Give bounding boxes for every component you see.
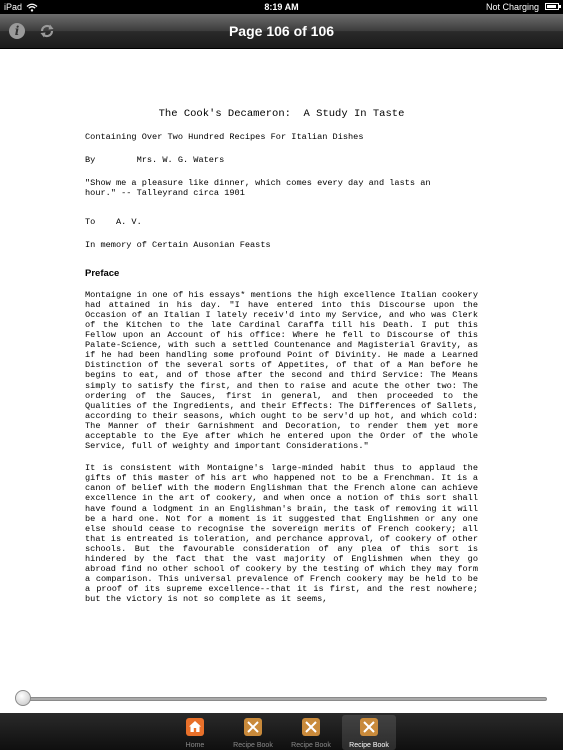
dedication-to: To A. V. — [85, 217, 142, 228]
recipe-book-icon — [359, 717, 379, 737]
tab-recipe-book-2[interactable] — [284, 715, 338, 750]
info-icon[interactable]: i — [9, 23, 25, 39]
document-page — [85, 108, 478, 604]
recipe-book-icon — [243, 717, 263, 737]
preface-heading: Preface — [85, 267, 120, 279]
tab-label: Recipe Book — [349, 742, 389, 749]
book-title: The Cook's Decameron: A Study In Taste — [158, 108, 405, 120]
page-slider-thumb[interactable] — [15, 690, 31, 706]
paragraph: It is consistent with Montaigne's large-minded habit thus to applaud the gifts of this master of his art who happened not to be a Frenchman. It is a canon of belief with the modern Englishman that the French alone can achieve excellence in the art of cookery, and when once a notion of this sort shall have found a lodgment in an Englishman's brain, the task of removing it will be a hard one. Not for a moment is it suggested that Englishmen or any one else should cease to recognise the sovereign merits of French cookery; all that is entreated is toleration, and perchance approval, of cookery of other schools. But the favourable consideration of any plea of this sort is hindered by the fact that the vast majority of Englishmen when they go abroad find no other school of cookery by the testing of which they may form a comparison. This universal prevalence of French cookery may be held to be a proof of its supreme excellence--that it is first, and the rest nowhere; but the victory is not so complete as it seems, — [85, 463, 478, 605]
clock: 8:19 AM — [264, 2, 299, 12]
navigation-bar — [0, 14, 563, 49]
tab-home[interactable] — [168, 715, 222, 750]
page-title: Page 106 of 106 — [228, 23, 335, 39]
tab-recipe-book-3[interactable] — [342, 715, 396, 750]
tab-label: Recipe Book — [291, 742, 331, 749]
tab-label: Recipe Book — [233, 742, 273, 749]
paragraph: Montaigne in one of his essays* mentions the high excellence Italian cookery had attained in his day. "I have entered into this Discourse upon the Occasion of an Italian I lately receiv'd into my Service, and who was Clerk of the Kitchen to the late Cardinal Caraffa till his Death. I put this Fellow upon an Account of his office: Where he fell to Discourse of this Palate-Science, with such a settled Countenance and Magisterial Gravity, as if he had been handling some profound Point of Divinity. He made a Learned Distinction of the several sorts of Appetites, of that of a Man before he begins to eat, and of those after the second and third Service: The Means simply to satisfy the first, and then to raise and acute the other two: The ordering of the Sauces, first in general, and then proceeded to the Qualities of the Ingredients, and their Effects: The Differences of Sallets, according to their seasons, which ought to be serv'd up hot, and which cold: The Manner of their Garnishment and Decoration, to render them yet more acceptable to the Eye after which he entered upon the Order of the whole Service, full of weighty and important Considerations." — [85, 289, 478, 452]
recipe-book-icon — [301, 717, 321, 737]
author-byline: By Mrs. W. G. Waters — [85, 155, 225, 166]
tab-bar — [0, 713, 563, 750]
page-slider-track[interactable] — [18, 697, 547, 701]
epigraph-line-2: hour." -- Talleyrand circa 1901 — [85, 188, 245, 199]
epigraph-line-1: "Show me a pleasure like dinner, which comes every day and lasts an — [85, 178, 431, 189]
carrier-label: iPad — [4, 2, 23, 12]
home-icon — [185, 717, 205, 737]
dedication-memory: In memory of Certain Ausonian Feasts — [85, 240, 271, 251]
status-bar — [0, 0, 563, 14]
charging-status: Not Charging — [485, 2, 539, 12]
tab-recipe-book-1[interactable] — [226, 715, 280, 750]
battery-icon — [545, 3, 559, 10]
tab-label: Home — [185, 742, 205, 749]
book-subtitle: Containing Over Two Hundred Recipes For Italian Dishes — [85, 132, 364, 142]
